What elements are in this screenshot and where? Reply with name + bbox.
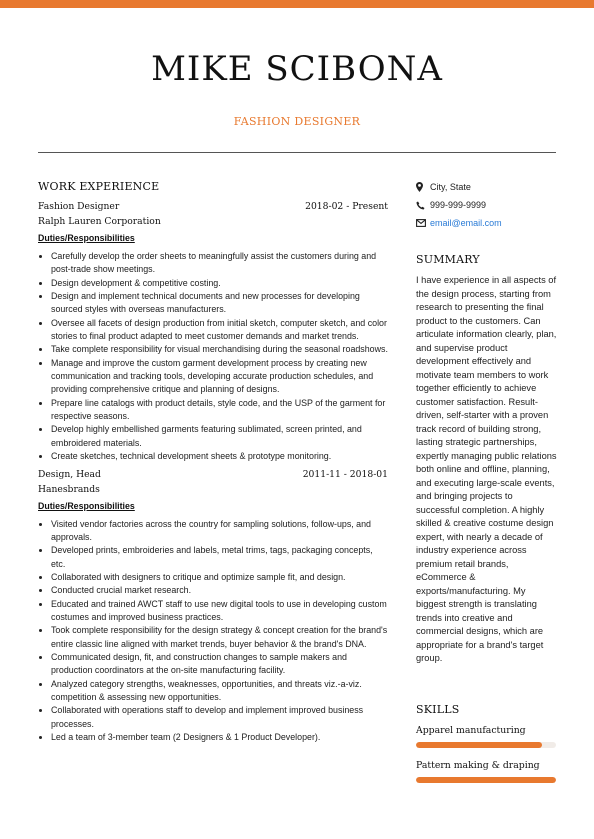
skill-name: Apparel manufacturing	[416, 724, 526, 736]
summary-text: I have experience in all aspects of the design process, starting from research to presenting the final product to the customers. Can articulate information clearly, plan, and supervise product development effectively and motivate team members to work together efficiently to achieve customer satisfaction. Result-driven, self-starter with a proven track record of building strong, lasting strategic partnerships, expertly managing public relations both online and offline, planning, and executing large-scale events, and bringing projects to successful completion. A highly skilled & creative costume design expert, with nearly a decade of industry experience across premium retail brands, eCommerce & exports/manufacturing. My biggest strength is translating trends into creative and commercial designs, which are appropriate for a brand's target group.	[416, 275, 557, 663]
skills-heading: SKILLS	[416, 702, 460, 716]
email-link[interactable]: email@email.com	[430, 218, 502, 228]
job-dates: 2011-11 - 2018-01	[302, 468, 388, 480]
duty-item: • Manage and improve the custom garment development process by creating new communication and tracking tools, developing accurate production schedules, and providing comprehensive critique and planning of designs.	[51, 357, 388, 397]
job-header	[38, 469, 388, 480]
skill-level-track	[416, 742, 556, 748]
job-position: Fashion Designer	[38, 201, 120, 212]
skill-item	[416, 725, 558, 748]
duties-label: Duties/Responsibilities	[38, 233, 135, 243]
duties-list	[38, 518, 388, 745]
duty-item: • Take complete responsibility for visual merchandising during the seasonal roadshows.	[51, 343, 388, 356]
duties-label: Duties/Responsibilities	[38, 500, 135, 511]
duty-item: • Create sketches, technical development sheets & prototype monitoring.	[51, 450, 388, 463]
job-position: Design, Head	[38, 468, 101, 480]
job-dates: 2018-02 - Present	[305, 201, 388, 212]
candidate-role: FASHION DESIGNER	[233, 115, 361, 128]
skills-section	[416, 703, 558, 783]
duty-item: • Led a team of 3-member team (2 Designers & 1 Product Developer).	[51, 731, 388, 744]
duty-item: • Design development & competitive costing.	[51, 277, 388, 290]
summary-heading: SUMMARY	[416, 253, 480, 266]
duty-item: • Develop highly embellished garments featuring sublimated, screen printed, and embroidered materials.	[51, 423, 388, 450]
duty-item: • Oversee all facets of design production from initial sketch, computer sketch, and color stories to final product adapted to meet customer demands and market trends.	[51, 317, 388, 344]
duty-item: • Analyzed category strengths, weaknesses, opportunities, and threats viz.-a-viz. competition & assessing new opportunities.	[51, 678, 388, 705]
duty-item: • Design and implement technical documents and new processes for developing sourced styles with overseas manufacturers.	[51, 290, 388, 317]
duty-item: • Prepare line catalogs with product details, style code, and the USP of the garment for respective seasons.	[51, 397, 388, 424]
header-divider	[38, 152, 556, 153]
job-entry	[38, 469, 388, 745]
duty-item: • Collaborated with designers to critique and optimize sample fit, and design.	[51, 571, 388, 584]
contact-location	[416, 178, 558, 196]
duty-item: • Collaborated with operations staff to develop and implement improved business processes.	[51, 704, 388, 731]
phone-text[interactable]: 999-999-9999	[430, 200, 487, 210]
work-experience-heading: WORK EXPERIENCE	[38, 180, 160, 193]
job-header	[38, 201, 388, 212]
job-entry	[38, 201, 388, 464]
envelope-icon	[416, 219, 429, 227]
duty-item: • Educated and trained AWCT staff to use new digital tools to use in developing custom costumes and improved business practices.	[51, 598, 388, 625]
job-company: Hanesbrands	[38, 483, 100, 495]
duty-item: • Took complete responsibility for the design strategy & concept creation for the brand's entire classic line aligned with market trends, buyer behavior & the brand's DNA.	[51, 624, 388, 651]
phone-icon	[416, 201, 429, 210]
contact-block	[416, 178, 558, 232]
skill-level-track	[416, 777, 556, 783]
job-company: Ralph Lauren Corporation	[38, 216, 161, 227]
duty-item: • Visited vendor factories across the country for sampling solutions, follow-ups, and approvals.	[51, 518, 388, 545]
work-experience-section	[38, 180, 388, 744]
skill-item	[416, 760, 558, 783]
summary-section	[416, 253, 558, 666]
contact-phone	[416, 196, 558, 214]
skill-level-fill	[416, 742, 542, 748]
map-pin-icon	[416, 182, 429, 192]
location-text: City, State	[430, 182, 471, 192]
duty-item: • Developed prints, embroideries and labels, metal trims, tags, packaging concepts, etc.	[51, 544, 388, 571]
skill-name: Pattern making & draping	[416, 759, 540, 771]
skill-level-fill	[416, 777, 556, 783]
top-accent-bar	[0, 0, 594, 8]
contact-email	[416, 214, 558, 232]
duty-item: • Communicated design, fit, and construction changes to sample makers and production coordinators at the on-site manufacturing facility.	[51, 651, 388, 678]
duties-list	[38, 250, 388, 464]
candidate-name: MIKE SCIBONA	[151, 49, 443, 89]
duty-item: • Carefully develop the order sheets to meaningfully assist the customers during and post-trade show meetings.	[51, 250, 388, 277]
duty-item: • Conducted crucial market research.	[51, 584, 388, 597]
sidebar	[416, 178, 558, 783]
